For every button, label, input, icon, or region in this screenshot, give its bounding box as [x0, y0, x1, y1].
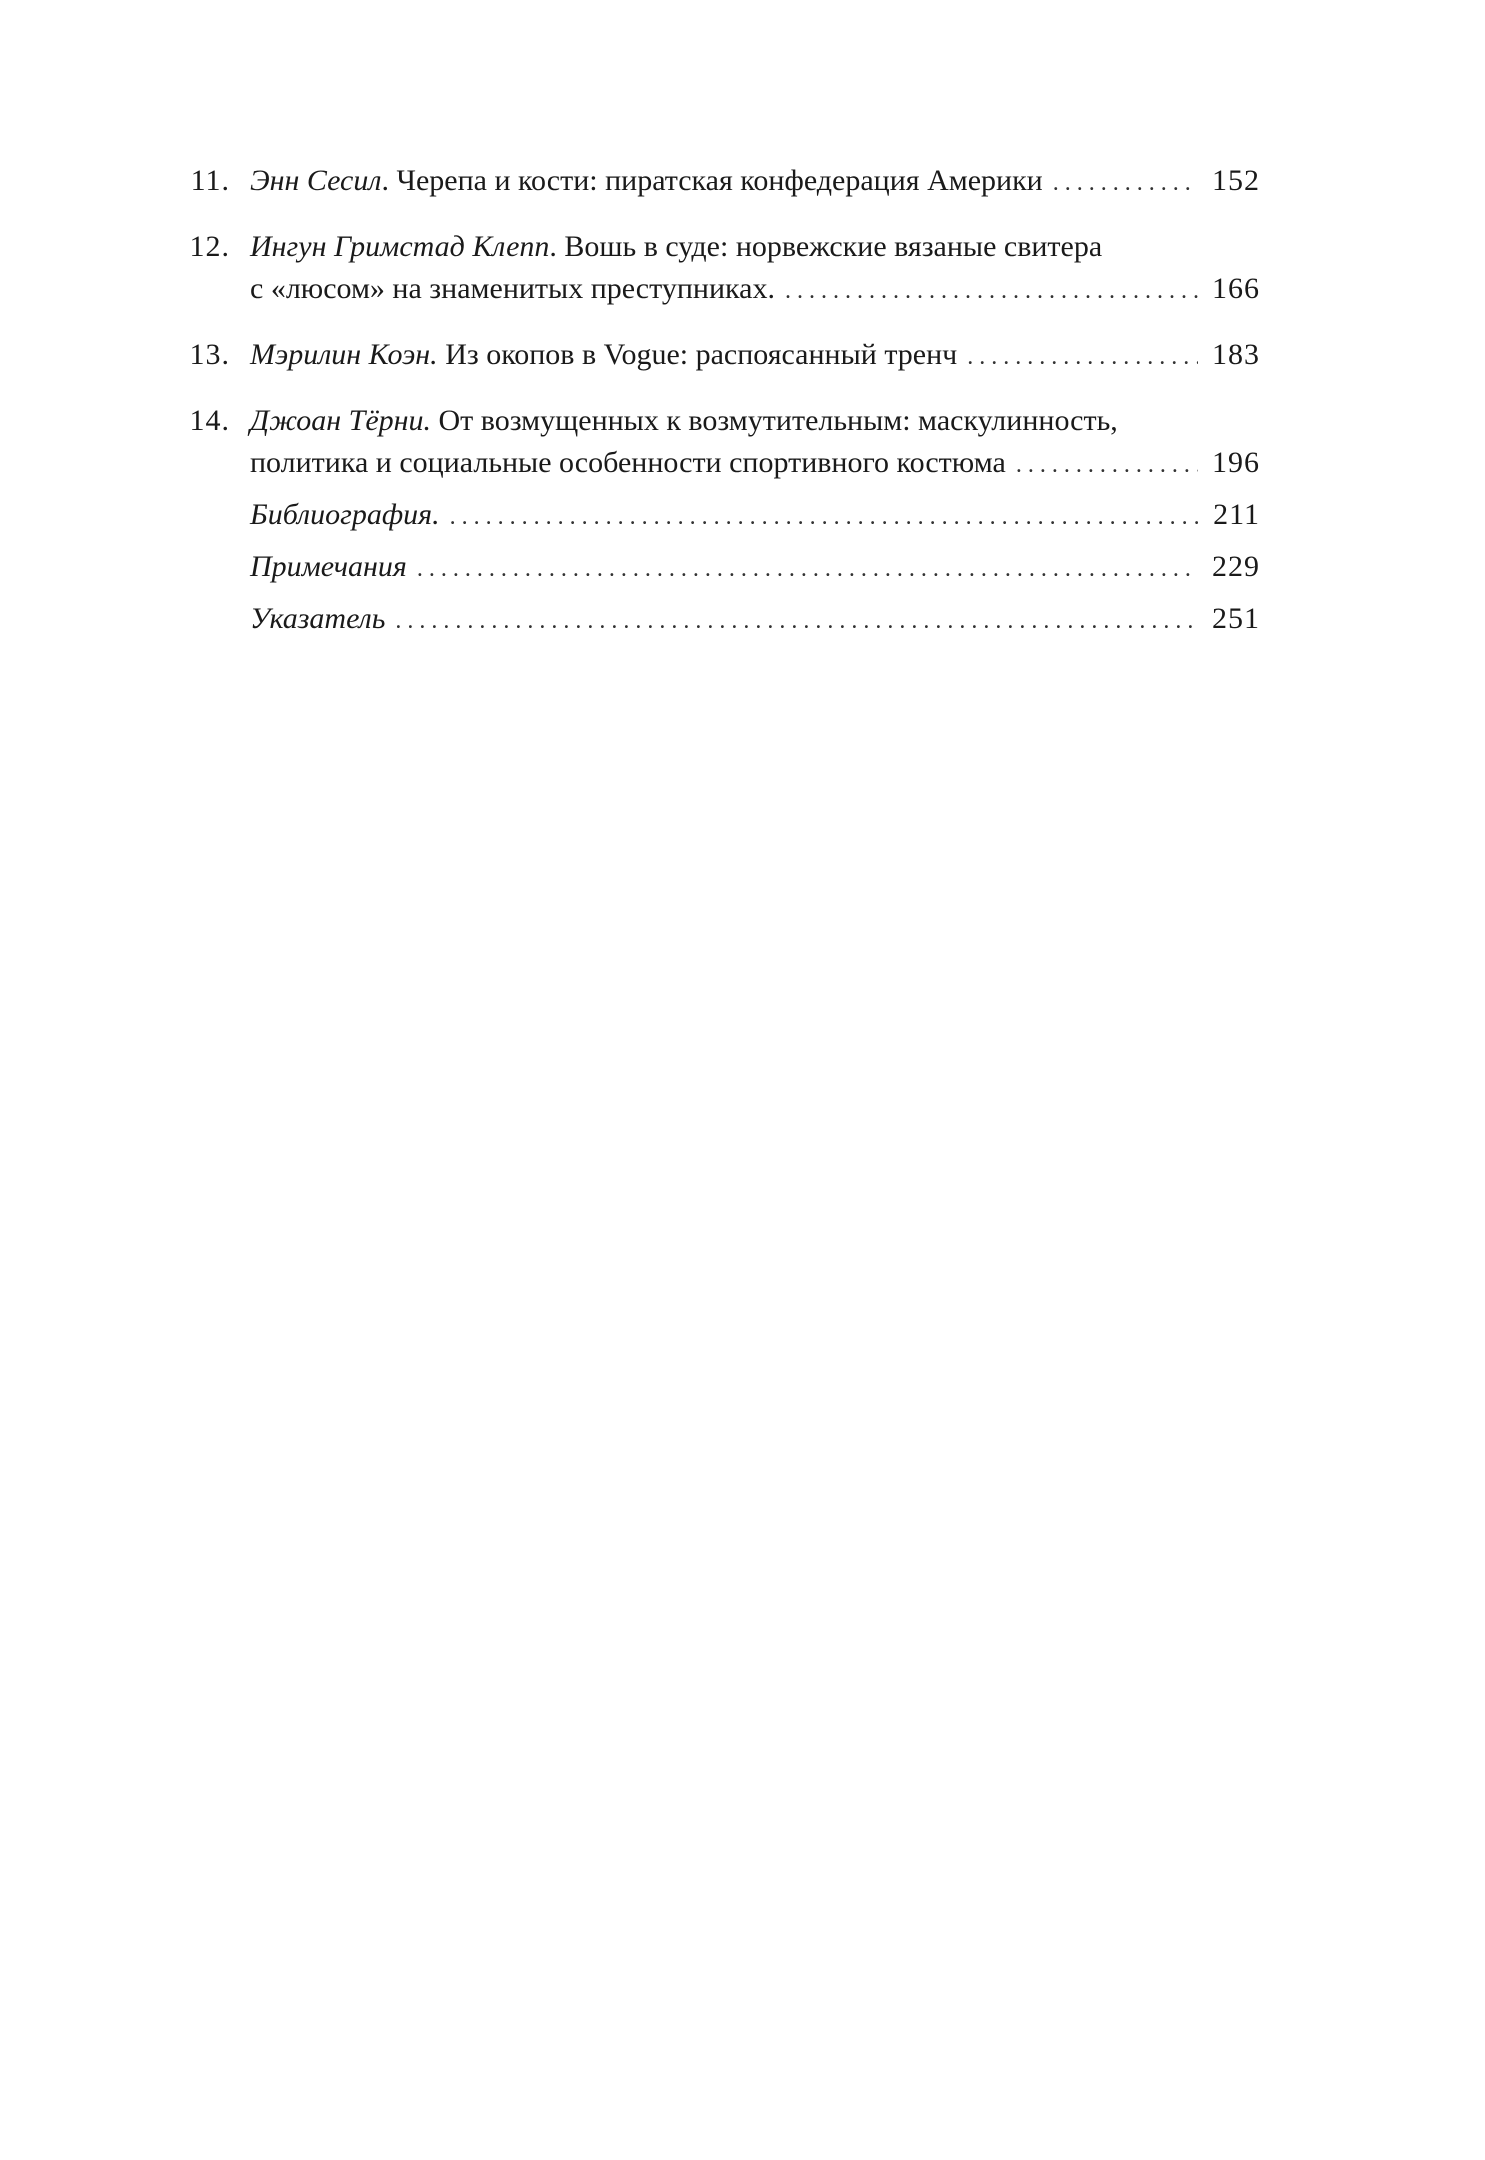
chapter-title-line2: политика и социальные особенности спортивного костюма	[250, 446, 1006, 479]
chapter-number: 13.	[189, 338, 230, 371]
chapter-title-line1: От возмущенных к возмутительным: маскулинность,	[431, 404, 1118, 437]
chapter-title-line1: . Вошь в суде: норвежские вязаные свитера	[549, 230, 1103, 263]
section-title: Указатель	[250, 602, 386, 635]
toc-entry-12	[180, 226, 1260, 312]
page-number: 229	[1212, 550, 1260, 583]
chapter-title-line2: с «люсом» на знаменитых преступниках.	[250, 272, 775, 305]
toc-entry-bibliography	[180, 494, 1260, 538]
chapter-number: 11.	[190, 164, 230, 197]
chapter-title: Из окопов в Vogue: распоясанный тренч	[437, 338, 958, 371]
toc-entry-11	[180, 160, 1260, 204]
toc-entry-index	[180, 598, 1260, 642]
dot-leader	[450, 496, 1198, 538]
page-number: 196	[1212, 446, 1260, 479]
page-number: 166	[1212, 272, 1260, 305]
section-title: Библиография.	[250, 498, 440, 531]
dot-leader	[1053, 162, 1198, 204]
chapter-author: Джоан Тёрни.	[250, 404, 432, 437]
dot-leader	[395, 600, 1198, 642]
page-number: 211	[1213, 498, 1260, 531]
page-number: 251	[1212, 602, 1260, 635]
dot-leader	[417, 548, 1198, 590]
toc-entry-14	[180, 400, 1260, 486]
dot-leader	[785, 270, 1198, 312]
table-of-contents	[180, 160, 1260, 650]
toc-entry-notes	[180, 546, 1260, 590]
dot-leader	[1016, 444, 1198, 486]
page-number: 152	[1212, 164, 1260, 197]
chapter-title: . Черепа и кости: пиратская конфедерация Америки	[381, 164, 1043, 197]
toc-entry-13	[180, 334, 1260, 378]
chapter-author: Энн Сесил	[250, 164, 382, 197]
section-title: Примечания	[250, 550, 407, 583]
dot-leader	[967, 336, 1198, 378]
chapter-author: Мэрилин Коэн.	[250, 338, 438, 371]
chapter-number: 12.	[189, 230, 230, 263]
chapter-author: Ингун Гримстад Клепп	[250, 230, 550, 263]
chapter-number: 14.	[189, 404, 230, 437]
page-number: 183	[1212, 338, 1260, 371]
